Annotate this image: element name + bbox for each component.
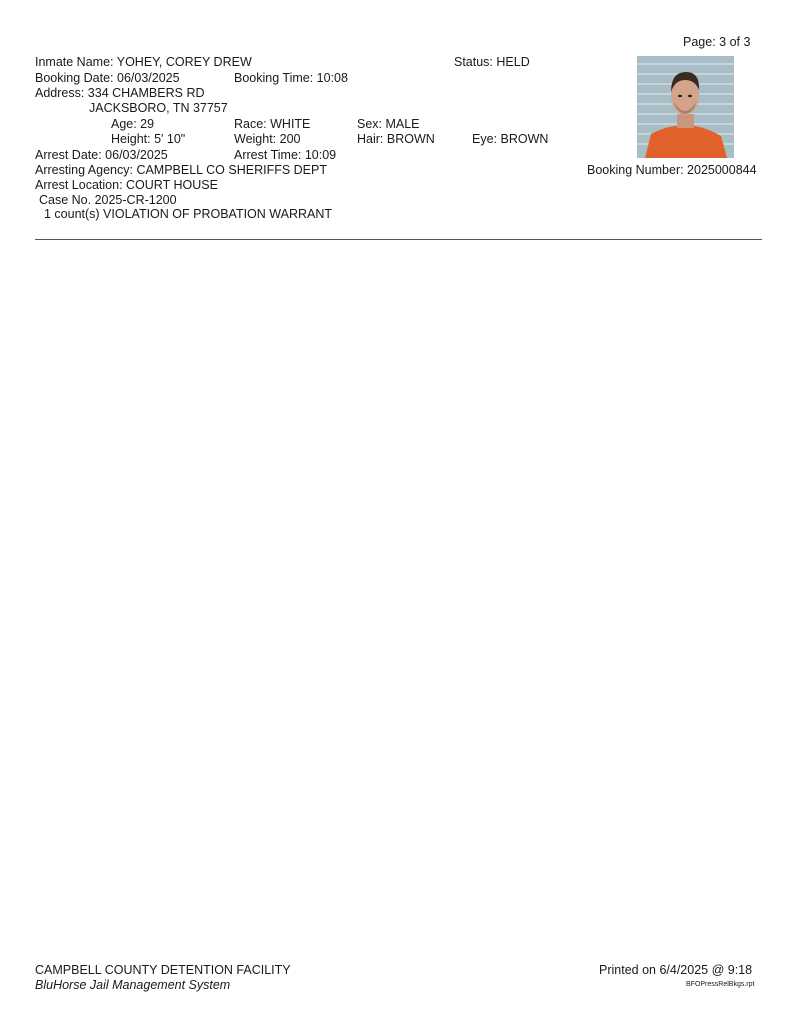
address-line-2: JACKSBORO, TN 37757: [89, 101, 228, 115]
section-divider: [35, 239, 762, 240]
case-number: Case No. 2025-CR-1200: [39, 193, 177, 207]
eye: Eye: BROWN: [472, 132, 549, 146]
race: Race: WHITE: [234, 117, 311, 131]
mugshot-photo: [637, 56, 734, 158]
booking-time: Booking Time: 10:08: [234, 71, 348, 85]
arresting-agency: Arresting Agency: CAMPBELL CO SHERIFFS DEPT: [35, 163, 327, 177]
age: Age: 29: [111, 117, 155, 131]
system-name: BluHorse Jail Management System: [35, 978, 231, 992]
charge: 1 count(s) VIOLATION OF PROBATION WARRANT: [44, 207, 333, 221]
booking-number: Booking Number: 2025000844: [587, 163, 757, 177]
status: Status: HELD: [454, 55, 530, 69]
inmate-name: Inmate Name: YOHEY, COREY DREW: [35, 55, 252, 69]
page-number: Page: 3 of 3: [683, 35, 751, 49]
weight: Weight: 200: [234, 132, 301, 146]
hair: Hair: BROWN: [357, 132, 435, 146]
height: Height: 5' 10": [111, 132, 186, 146]
facility-name: CAMPBELL COUNTY DETENTION FACILITY: [35, 963, 291, 977]
arrest-date: Arrest Date: 06/03/2025: [35, 148, 168, 162]
report-filename: BFOPressRelBkgs.rpt: [686, 981, 755, 988]
address-line-1: Address: 334 CHAMBERS RD: [35, 86, 205, 100]
booking-date: Booking Date: 06/03/2025: [35, 71, 180, 85]
arrest-location: Arrest Location: COURT HOUSE: [35, 178, 218, 192]
arrest-time: Arrest Time: 10:09: [234, 148, 337, 162]
sex: Sex: MALE: [357, 117, 420, 131]
printed-timestamp: Printed on 6/4/2025 @ 9:18: [599, 963, 753, 977]
